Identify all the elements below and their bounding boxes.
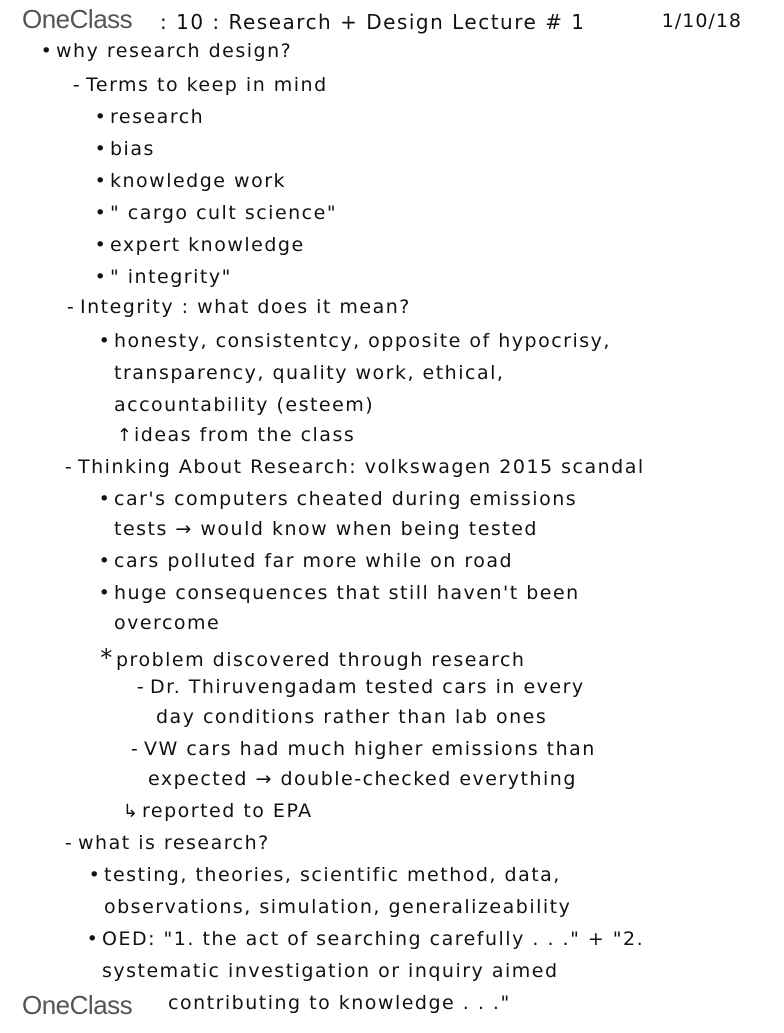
page-title: : 10 : Research + Design Lecture # 1 — [160, 10, 586, 34]
note-line — [116, 396, 374, 415]
bullet-marker: • — [98, 488, 112, 510]
note-text: bias — [110, 138, 155, 160]
note-text: what is research? — [78, 832, 270, 854]
up-arrow-marker: ↑ — [116, 425, 134, 446]
note-line — [94, 266, 232, 288]
note-line — [116, 364, 504, 383]
note-line — [86, 928, 645, 950]
dash-marker: - — [136, 676, 146, 698]
bullet-marker: • — [94, 138, 108, 160]
bullet-marker: • — [94, 106, 108, 128]
note-text: expert knowledge — [110, 234, 305, 256]
note-line — [104, 962, 559, 981]
dash-marker: - — [64, 456, 74, 478]
note-line — [100, 644, 526, 672]
note-text: transparency, quality work, ethical, — [114, 362, 505, 384]
note-text: testing, theories, scientific method, data, — [104, 864, 561, 886]
bullet-marker: • — [88, 864, 102, 886]
note-line — [64, 456, 645, 478]
note-line — [94, 106, 205, 128]
dash-marker: - — [64, 832, 74, 854]
note-text: expected → double-checked everything — [148, 768, 577, 790]
note-line — [94, 170, 287, 192]
return-arrow-marker: ↳ — [122, 801, 140, 822]
note-line — [150, 770, 577, 789]
note-line — [170, 994, 511, 1013]
bullet-marker: • — [86, 928, 100, 950]
note-line — [106, 898, 571, 917]
note-text: OED: "1. the act of searching carefully . . ." + "2. — [102, 928, 645, 950]
brand-name: OneClass — [22, 4, 133, 34]
note-text: " cargo cult science" — [110, 202, 338, 224]
bullet-marker: • — [94, 170, 108, 192]
brand-name: OneClass — [22, 990, 133, 1020]
note-line — [136, 676, 585, 698]
note-text: knowledge work — [110, 170, 287, 192]
note-line — [40, 40, 293, 62]
note-text: systematic investigation or inquiry aimed — [102, 960, 559, 982]
note-text: day conditions rather than lab ones — [156, 706, 548, 728]
note-line — [116, 614, 220, 633]
bullet-marker: • — [98, 550, 112, 572]
note-text: Integrity : what does it mean? — [80, 296, 411, 318]
note-line — [116, 520, 538, 539]
note-line — [88, 864, 561, 886]
note-text: cars polluted far more while on road — [114, 550, 514, 572]
note-text: contributing to knowledge . . ." — [168, 992, 511, 1014]
note-text: overcome — [114, 612, 221, 634]
note-text: tests → would know when being tested — [114, 518, 538, 540]
note-text: observations, simulation, generalizeability — [104, 896, 572, 918]
bullet-marker: • — [40, 40, 54, 62]
note-text: ideas from the class — [134, 424, 356, 446]
note-text: huge consequences that still haven't been — [114, 582, 580, 604]
note-line — [66, 296, 411, 318]
note-line — [98, 330, 611, 352]
note-text: " integrity" — [110, 266, 232, 288]
lecture-date: 1/10/18 — [661, 10, 742, 32]
bullet-marker: • — [94, 234, 108, 256]
note-text: Dr. Thiruvengadam tested cars in every — [150, 676, 585, 698]
note-text: accountability (esteem) — [114, 394, 375, 416]
note-text: reported to EPA — [142, 800, 313, 822]
note-text: Thinking About Research: volkswagen 2015 scandal — [78, 456, 645, 478]
note-text: Terms to keep in mind — [86, 74, 328, 96]
note-text: problem discovered through research — [116, 649, 526, 671]
note-line — [116, 424, 356, 446]
bullet-marker: • — [98, 330, 112, 352]
dash-marker: - — [130, 738, 140, 760]
note-line — [158, 708, 547, 727]
bullet-marker: • — [98, 582, 112, 604]
dash-marker: - — [66, 296, 76, 318]
note-line — [98, 550, 514, 572]
note-text: honesty, consistentcy, opposite of hypocrisy, — [114, 330, 611, 352]
note-line — [94, 138, 155, 160]
note-line — [94, 234, 305, 256]
note-line — [130, 738, 596, 760]
note-text: VW cars had much higher emissions than — [144, 738, 596, 760]
asterisk-marker: * — [100, 644, 114, 672]
oneclass-logo — [22, 4, 132, 35]
note-text: car's computers cheated during emissions — [114, 488, 578, 510]
bullet-marker: • — [94, 202, 108, 224]
note-text: why research design? — [56, 40, 293, 62]
bullet-marker: • — [94, 266, 108, 288]
note-line — [72, 74, 328, 96]
note-line — [98, 488, 578, 510]
note-line — [94, 202, 338, 224]
note-line — [64, 832, 270, 854]
note-text: research — [110, 106, 205, 128]
note-line — [122, 800, 313, 822]
oneclass-logo-footer — [22, 990, 132, 1021]
dash-marker: - — [72, 74, 82, 96]
note-line — [98, 582, 580, 604]
